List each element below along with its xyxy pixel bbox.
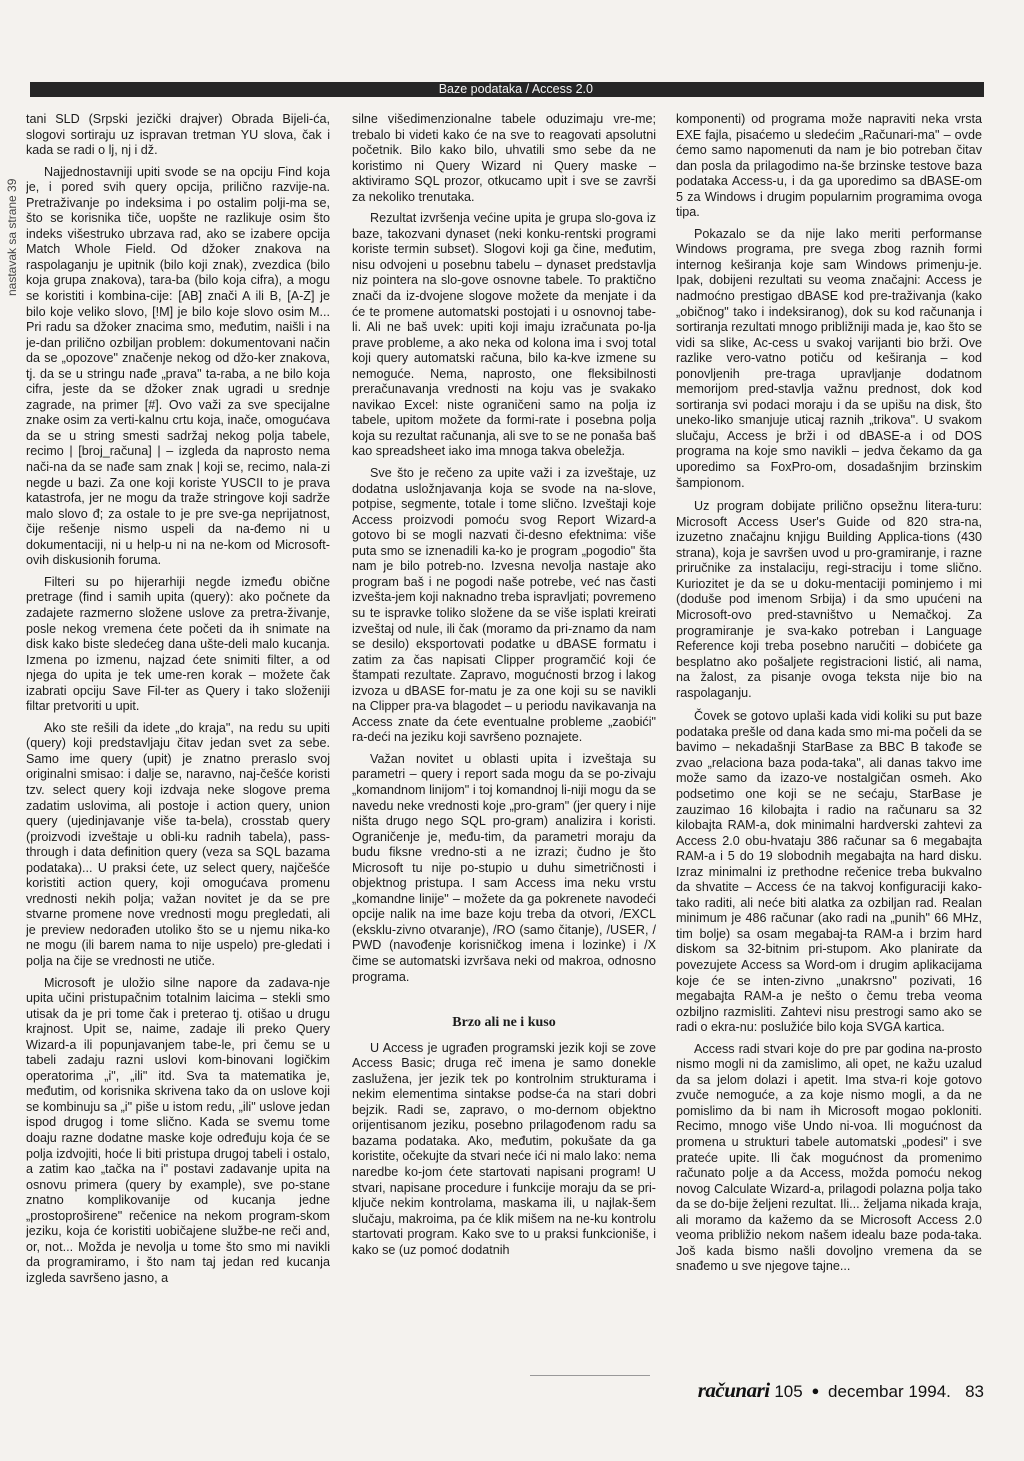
- magazine-logo: računari: [697, 1378, 770, 1402]
- paragraph: Filteri su po hijerarhiji negde između obične pretrage (find i samih upita (query): ako počnete da zadajete razmerno složene uslove za pretra-živanje, posle nekog vremena ćete početi da ih snimate na disk kako biste sledećeg dana ušte-deli malo kucanja. Izmena po izmenu, najzad ćete snimiti filter, a od njega do upita je tek ume-ren korak – možete čak izabrati opciju Save Fil-ter as Query i tako složeniji filtar pretvoriti u upit.: [26, 574, 330, 714]
- paragraph: Access radi stvari koje do pre par godina na-prosto nismo mogli ni da zamislimo, ali opet, ne kažu uzalud da sa jelom dolazi i apetit. Ima stva-ri koje gotovo zvuče nemoguće, a za koje nismo mogli, a da ne pomislimo da bi nam ih Microsoft mogao pokloniti. Recimo, mnogo više Undo ni-voa. Ili mogućnost da promena u strukturi tabele automatski „podesi" i sve prateće upite. Ili čak mogućnost da promenimo računato polje a da Access, možda pomoću nekog novog Calculate Wizard-a, prilagodi polazna polja tako da se do-bije željeni rezultat. Ili... željama nikada kraja, ali moramo da kažemo da se Microsoft Access 2.0 veoma približio nekom našem idealu baze poda-taka. Još kada bismo našli dovoljno vremena da se snađemo u sve njegove tajne...: [676, 1041, 982, 1274]
- paragraph: Uz program dobijate prilično opsežnu litera-turu: Microsoft Access User's Guide od 820 stra-na, izuzetno značajnu knjigu Building Applica-tions (430 strana), koja je savršen uvod u pro-gramiranje, i razne priručnike za instalaciju, regi-straciju i tome slično. Kuriozitet je da se u doku-mentaciji pominjemo i mi (doduše pod imenom Srbija) i da smo upućeni na Microsoft-ovo pred-stavništvo u Nemačkoj. Za programiranje je sva-kako potreban i Language Reference koji treba posebno naručiti – dobićete ga besplatno ako pošaljete registracioni listić, ali nama, na žalost, za pisanje ovoga teksta nije bio na raspolaganju.: [676, 499, 982, 700]
- issue-date: decembar 1994.: [828, 1382, 951, 1401]
- continued-from-label: nastavak sa strane 39: [5, 178, 19, 296]
- section-header-bar: [30, 82, 984, 97]
- article-column-2: [352, 112, 656, 1352]
- paragraph: Microsoft je uložio silne napore da zadava-nje upita učini pristupačnim totalnim laicima – stekli smo utisak da je pri tome čak i preterao tj. otišao u drugu krajnost. Upit se, naime, zadaje ili preko Query Wizard-a ili popunjavanjem tabe-le, pri čemu se u tabeli zadaju razni uslovi kom-binovani logičkim operatorima „i", „ili" itd. Sva ta matematika je, međutim, od korisnika skrivena tako da on uslove koji se kombinuju sa „i" piše u istom redu, „ili" uslove jedan ispod drugog i tome slično. Kada se svemu tome doaju razne dodatne maske koje određuju koja će se polja izdvojiti, hoće li biti pristupa drugoj tabeli i ostalo, a zatim kao „tačka na i" postavi zadavanje upita na osnovu primera (query by example), sve po-stane znatno komplikovanije od kucanja jedne „prostoproširene" rečenice na nekom program-skom jeziku, koja će koristiti uobičajene službe-ne reči and, or, not... Možda je nevolja u tome što smo mi navikli da programiramo, i što nam taj jedan red kucanja izgleda savršeno jasno, a: [26, 975, 330, 1285]
- issue-number: 105: [774, 1382, 803, 1401]
- paragraph: silne višedimenzionalne tabele oduzimaju vre-me; trebalo bi videti kako će na sve to reagovati apsolutni početnik. Bilo kako bilo, uhvatili smo sebe da ne koristimo ni Query Wizard ni Query maske – aktiviramo SQL prozor, otkucamo upit i sve se završi za nekoliko trenutaka.: [352, 112, 656, 204]
- paragraph: Rezultat izvršenja većine upita je grupa slo-gova iz baze, takozvani dynaset (neki konku-rentski programi koriste termin subset). Slogovi koji ga čine, međutim, nisu odvojeni u posebnu tabelu – dynaset predstavlja niz pointera na slo-gove osnovne tabele. To praktično znači da iz-dvojene slogove možete da menjate i da će te promene automatski postojati i u osnovnoj tabe-li. Ali ne baš uvek: upiti koji imaju izračunata po-lja prave probleme, a ako neka od kolona ima i svoj total koji query automatski računa, bilo ka-kve izmene su nemoguće. Nema, naprosto, one fleksibilnosti preračunavanja vrednosti na koju vas je svakako navikao Excel: niste ograničeni samo na polja iz tabele, upitom možete da formi-rate i posebna polja koja su rezultat računanja, ali sve to se ne ponaša baš kao spreadsheet iako ima mnoga takva obeležja.: [352, 211, 656, 459]
- paragraph: Čovek se gotovo uplaši kada vidi koliki su put baze podataka prešle od dana kada smo mi-ma počeli da se bavimo – nekadašnji StarBase za BBC B takođe se zvao „relaciona baza poda-taka", ali danas takvo ime može samo da izazo-ve nostalgičan osmeh. Ako podsetimo one koji se ne sećaju, StarBase je zauzimao 16 kilobajta i radio na računaru sa 32 kilobajta RAM-a, dok minimalni hardverski zahtevi za Access 2.0 obu-hvataju 386 računar sa 6 megabajta RAM-a i 5 do 19 slobodnih megabajta na hard disku. Izraz minimalni iz prethodne rečenice treba bukvalno da shvatite – Access će na takvoj konfiguraciji kako-tako raditi, ali neće biti alatka za ozbiljan rad. Realan minimum je 486 računar (ako radi na „punih" 66 MHz, tim bolje) sa osam megabaj-ta RAM-a i brzim hard diskom sa 32-bitnim pri-stupom. Ako planirate da povezujete Access sa Word-om i drugim aplikacijama koje će se inten-zivno „unakrsno" pozivati, 16 megabajta RAM-a je nešto o čemu treba veoma ozbiljno razmisliti. Zahtevi nisu prestrogi samo ako se radi o ekra-nu: poslužiće bilo koja SVGA kartica.: [676, 709, 982, 1035]
- article-column-1: [26, 112, 330, 1352]
- page-number: 83: [965, 1382, 984, 1401]
- paragraph: Najjednostavniji upiti svode se na opciju Find koja je, i pored svih query opcija, prilično razvije-na. Pretraživanje po indeksima i po ostalim polji-ma se, što se korisnika tiče, uopšte ne razlikuje osim što indeks višestruko ubrzava rad, ako se izabere opcija Match Whole Field. Od džoker znakova na raspolaganju je upitnik (bilo koji znak), zvezdica (bilo koja grupa znakova), tara-ba (bilo koja cifra), a mogu se koristiti i kombina-cije: [AB] znači A ili B, [A-Z] je bilo koje veliko slovo, [!M] je bilo koje slovo osim M... Pri radu sa džoker znacima smo, međutim, naišli i na je-dan prilično ozbiljan problem: dokumentovani način da se „opozove" značenje nekog od džo-ker znakova, tj. da se u stringu nađe „prava" ta-raba, a ne bilo koja cifra, jeste da se džoker znak ugradi u srednje zagrade, na primer [#]. Ovo važi za sve specijalne znake osim za verti-kalnu crtu koja, inače, omogućava da se u string smesti sadržaj nekog polja tabele, recimo | [broj_računa] | – izgleda da naprosto nema nači-na da se nađe sam znak | koji se, recimo, nala-zi negde u bazi. Za one koji koriste YUSCII to je prava katastrofa, jer ne mogu da traže stringove koji sadrže malo slovo đ; za ostale to je pre sve-ga neprijatnost, čije rešenje nismo uspeli da na-đemo ni u dokumentaciji, ni u help-u ni na ne-kom od Microsoft-ovih diskusionih foruma.: [26, 164, 330, 568]
- paragraph: U Access je ugrađen programski jezik koji se zove Access Basic; druga reč imena je samo donekle zaslužena, jer jezik tek po kontrolnim strukturama i nekim elementima sintakse podse-ća na stari dobri bejzik. Radi se, zapravo, o mo-dernom objektno orijentisanom jeziku, posebno prilagođenom radu sa bazama podataka. Ako, međutim, pokušate da ga koristite, očekujte da stvari neće ići ni malo lako: nema naredbe ko-jom ćete startovati napisani program! U stvari, napisane procedure i funkcije moraju da se pri-ključe nekim kontrolama, maskama ili, u najlak-šem slučaju, makroima, pa će klik mišem na ne-ku kontrolu startovati program. Kako sve to u praksi funkcioniše, i kako se (uz pomoć dodatnih: [352, 1040, 656, 1257]
- separator-dot: ●: [811, 1383, 820, 1398]
- footer-divider: [530, 1375, 650, 1376]
- paragraph: komponenti) od programa može napraviti neka vrsta EXE fajla, pisaćemo u sledećim „Računari-ma" – ovde ćemo samo napomenuti da nam je bio potreban čitav dan posla da prilagodimo na-še brzinske testove baza podataka Access-u, i da ga uporedimo sa dBASE-om 5 za Windows i drugim popularnim programima ovoga tipa.: [676, 112, 982, 220]
- paragraph: Ako ste rešili da idete „do kraja", na redu su upiti (query) koji predstavljaju čitav jedan svet za sebe. Samo ime query (upit) je znatno preraslo svoj originalni smisao: i dalje se, naravno, naj-češće koristi tzv. select query koji izdvaja neke slogove prema zadatim uslovima, ali postoje i action query, union query (ujedinjavanje više ta-bela), crosstab query (proizvodi izveštaje u obli-ku radnih tabela), pass-through i data definition query (veza sa SQL bazama podataka)... U praksi ćete, uz select query, najčešće koristiti action query, koji omogućava promenu vrednosti nekih polja; važan novitet je da se pre stvarne promene nove vrednosti mogu pregledati, ali je preview nedorađen utoliko što se u njemu nika-ko ne mogu (ili barem nama to nije uspelo) pre-gledati i polja na čije se vrednosti ne utiče.: [26, 720, 330, 968]
- paragraph: Važan novitet u oblasti upita i izveštaja su parametri – query i report sada mogu da se po-zivaju „komandnom linijom" i toj komandnoj li-niji mogu da se navedu neke vrednosti koje „pro-gram" (jer query i nije ništa drugo nego SQL pro-gram) analizira i koristi. Ograničenje je, među-tim, da parametri moraju da budu fiksne vredno-sti a ne izrazi; čudno je što Microsoft tu nije po-stupio u duhu simetričnosti i objektnog pristupa. I sam Access ima neku vrstu „komandne linije" – možete da ga pokrenete navodeći opcije nalik na ime baze koju treba da otvori, /EXCL (eksklu-zivno otvaranje), /RO (samo čitanje), /USER, / PWD (navođenje korisničkog imena i lozinke) i /X čime se automatski izvršava neki od makroa, odnosno programa.: [352, 751, 656, 984]
- article-column-3: [676, 112, 982, 1352]
- section-header-title: Baze podataka / Access 2.0: [433, 82, 599, 97]
- section-subheading: Brzo ali ne i kuso: [452, 1015, 556, 1031]
- page-footer: [698, 1378, 984, 1400]
- paragraph: Sve što je rečeno za upite važi i za izveštaje, uz dodatna usložnjavanja koja se svode na na-slove, potpise, segmente, totale i tome slično. Izveštaji koje Access proizvodi pomoću svog Report Wizard-a gotovo bi se mogli nazvati či-desno efektnima: više puta smo se iznenadili ka-ko je program „pogodio" šta nam je bilo potreb-no. Izvesna nevolja nastaje ako program baš i ne pogodi naše potrebe, već nas časti izvešta-jem koji naknadno treba ispravljati; povremeno su te ispravke toliko složene da se više isplati kreirati izveštaj od nule, ili čak (moramo da pri-znamo da nam se desilo) eksportovati podatke u dBASE formatu i zatim za čas napisati Clipper programčić koji će štampati rezultate. Zapravo, mogućnosti brzog i lakog izvoza u dBASE for-matu je za one koji su se navikli na Clipper pra-va blagodet – u periodu navikavanja na Access znate da ćete eventualne probleme „zaobići" ra-deći na jeziku koji savršeno poznajete.: [352, 466, 656, 745]
- paragraph: tani SLD (Srpski jezički drajver) Obrada Bijeli-ća, slogovi sortiraju uz ispravan tretman YU slova, čak i kada se radi o lj, nj i dž.: [26, 112, 330, 158]
- continued-from-note: [2, 100, 20, 300]
- paragraph: Pokazalo se da nije lako meriti performanse Windows programa, pre svega zbog raznih formi internog keširanja koje sam Windows primenju-je. Ipak, dobijeni rezultati su veoma značajni: Access je nadmoćno prestigao dBASE kod pre-traživanja (kako „običnog" tako i indeksiranog), dok su kod računanja i sortiranja rezultati mnogo približniji mada je, kao što se vidi sa slike, Ac-cess u svakoj varijanti bio brži. Ove razlike vero-vatno potiču od keširanja – kod ponovljenih pre-traga upravljanje dodatnom memorijom pred-stavlja važnu prednost, dok kod sortiranja svi podaci moraju i da se upišu na disk, što uneko-liko smanjuje uticaj raznih „trikova". U svakom slučaju, Access je brži i od dBASE-a i od DOS programa na koje smo navikli – jedva čekamo da ga uporedimo sa FoxPro-om, dosadašnjim brzinskim šampionom.: [676, 226, 982, 490]
